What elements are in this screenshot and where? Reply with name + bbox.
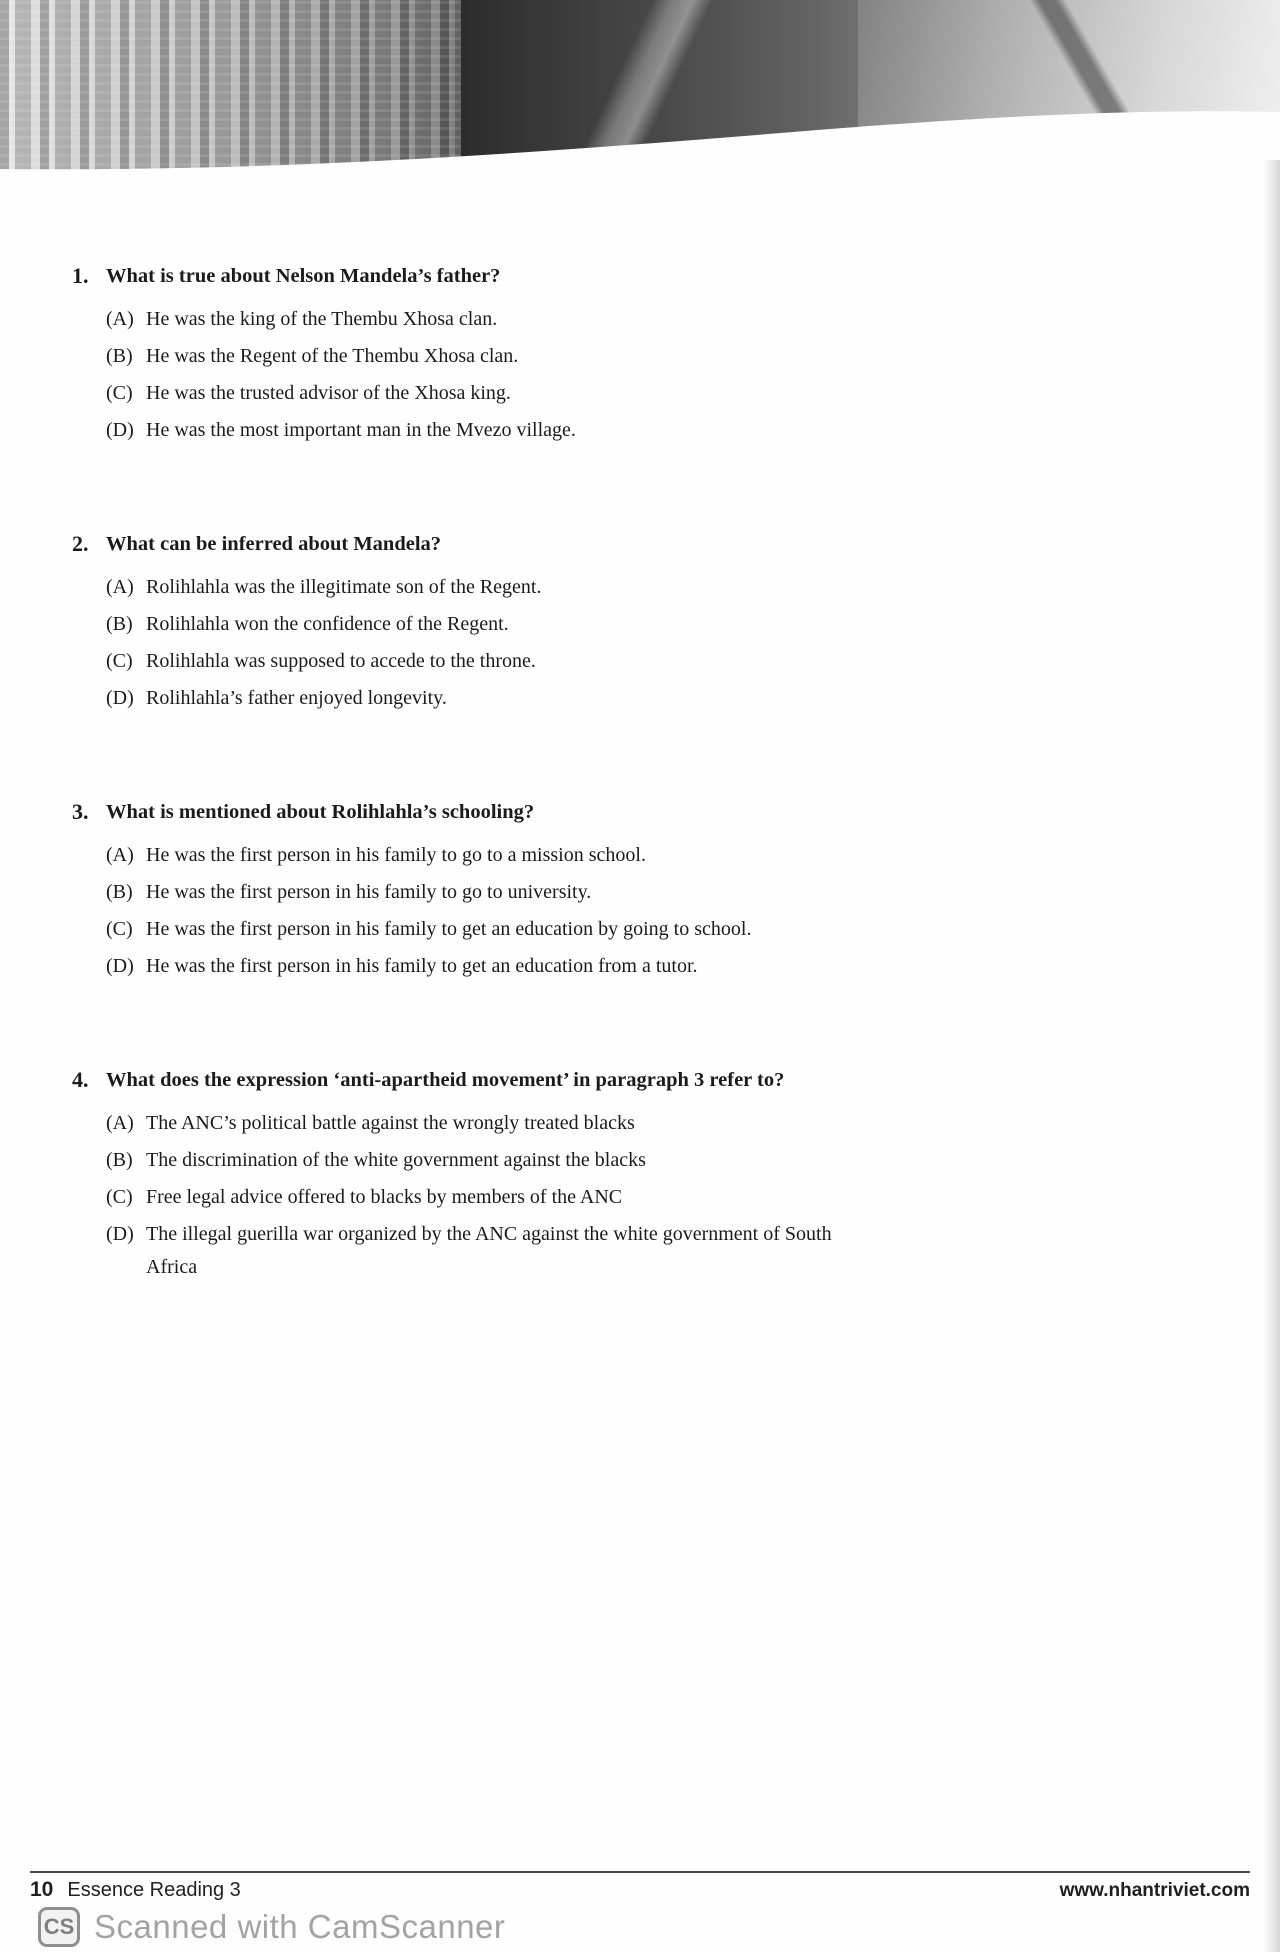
options-list <box>106 569 1210 717</box>
option-row <box>106 1105 1210 1142</box>
option-row <box>106 1216 1210 1284</box>
option-row <box>106 837 1210 874</box>
option-text: Free legal advice offered to blacks by members of the ANC <box>146 1186 623 1208</box>
option-row <box>106 948 1210 985</box>
option-text: He was the most important man in the Mvezo village. <box>146 419 576 441</box>
question-number: 2. <box>72 531 89 556</box>
option-row <box>106 680 1210 717</box>
option-text: He was the first person in his family to get an education by going to school. <box>146 918 752 940</box>
banner-curved-edge <box>0 1 1280 175</box>
option-label: (C) <box>106 650 133 672</box>
question-header <box>72 263 1210 289</box>
question-text: What does the expression ‘anti-apartheid movement’ in paragraph 3 refer to? <box>106 1069 785 1091</box>
option-label: (B) <box>106 345 133 367</box>
option-label: (D) <box>106 1223 134 1245</box>
option-label: (C) <box>106 382 133 404</box>
camscanner-logo-icon: CS <box>38 1907 80 1947</box>
option-row <box>106 1142 1210 1179</box>
footer-book-title: Essence Reading 3 <box>67 1879 241 1901</box>
option-label: (B) <box>106 881 133 903</box>
question-number: 4. <box>72 1067 89 1092</box>
question-header <box>72 1067 1210 1093</box>
option-row <box>106 412 1210 449</box>
header-photo-collage <box>0 0 1280 175</box>
option-text: Rolihlahla was supposed to accede to the throne. <box>146 650 536 672</box>
option-row <box>106 911 1210 948</box>
option-label: (A) <box>106 844 134 866</box>
question-item-3 <box>72 799 1210 985</box>
question-header <box>72 799 1210 825</box>
option-label: (D) <box>106 419 134 441</box>
option-row <box>106 606 1210 643</box>
option-row <box>106 301 1210 338</box>
questions-section <box>0 175 1280 1284</box>
option-text: He was the Regent of the Thembu Xhosa clan. <box>146 345 519 367</box>
option-label: (D) <box>106 955 134 977</box>
footer-website: www.nhantriviet.com <box>1059 1880 1250 1901</box>
option-text: He was the first person in his family to go to university. <box>146 881 592 903</box>
options-list <box>106 301 1210 449</box>
camscanner-watermark <box>38 1907 505 1947</box>
question-text: What is true about Nelson Mandela’s father? <box>106 265 501 287</box>
option-label: (A) <box>106 308 134 330</box>
camscanner-watermark-text: Scanned with CamScanner <box>94 1908 506 1945</box>
question-text: What can be inferred about Mandela? <box>106 533 442 555</box>
option-label: (C) <box>106 918 133 940</box>
question-number: 1. <box>72 263 89 288</box>
question-item-4 <box>72 1067 1210 1284</box>
option-label: (A) <box>106 576 134 598</box>
option-text: The ANC’s political battle against the wrongly treated blacks <box>146 1112 635 1134</box>
question-item-2 <box>72 531 1210 717</box>
option-text: Rolihlahla’s father enjoyed longevity. <box>146 687 447 709</box>
option-row <box>106 338 1210 375</box>
question-header <box>72 531 1210 557</box>
option-row <box>106 643 1210 680</box>
option-text: Rolihlahla won the confidence of the Regent. <box>146 613 509 635</box>
option-text: The illegal guerilla war organized by the ANC against the white government of South Africa <box>146 1223 832 1278</box>
option-row <box>106 569 1210 606</box>
question-number: 3. <box>72 799 89 824</box>
option-label: (B) <box>106 613 133 635</box>
option-label: (D) <box>106 687 134 709</box>
option-label: (B) <box>106 1149 133 1171</box>
options-list <box>106 837 1210 985</box>
option-text: He was the trusted advisor of the Xhosa king. <box>146 382 511 404</box>
question-text: What is mentioned about Rolihlahla’s schooling? <box>106 801 535 823</box>
option-row <box>106 1179 1210 1216</box>
option-row <box>106 874 1210 911</box>
option-label: (A) <box>106 1112 134 1134</box>
option-label: (C) <box>106 1186 133 1208</box>
footer-left-group <box>30 1878 241 1902</box>
option-text: Rolihlahla was the illegitimate son of the Regent. <box>146 576 542 598</box>
option-text: He was the king of the Thembu Xhosa clan. <box>146 308 498 330</box>
option-text: He was the first person in his family to go to a mission school. <box>146 844 646 866</box>
option-text: He was the first person in his family to get an education from a tutor. <box>146 955 698 977</box>
option-text: The discrimination of the white government against the blacks <box>146 1149 646 1171</box>
footer-page-number: 10 <box>30 1878 54 1901</box>
option-row <box>106 375 1210 412</box>
page-footer <box>30 1871 1250 1902</box>
options-list <box>106 1105 1210 1284</box>
question-item-1 <box>72 263 1210 449</box>
